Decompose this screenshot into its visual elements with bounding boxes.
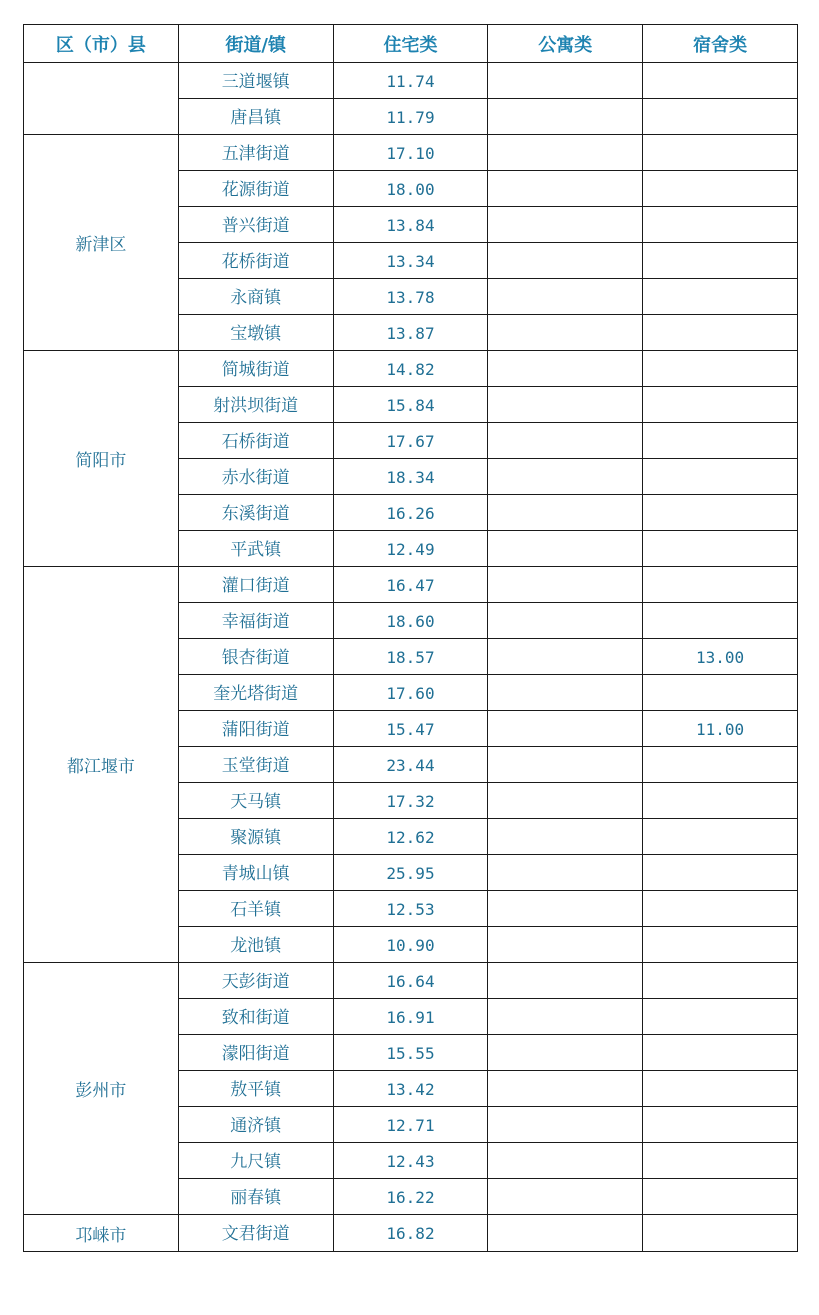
apartment-price-cell: [488, 855, 643, 891]
town-cell: 五津街道: [178, 135, 333, 171]
header-town: 街道/镇: [178, 25, 333, 63]
town-cell: 天马镇: [178, 783, 333, 819]
dorm-price-cell: [643, 1215, 798, 1252]
apartment-price-cell: [488, 351, 643, 387]
dorm-price-cell: [643, 747, 798, 783]
apartment-price-cell: [488, 747, 643, 783]
dorm-price-cell: [643, 459, 798, 495]
residential-price-cell: 16.91: [333, 999, 488, 1035]
dorm-price-cell: [643, 999, 798, 1035]
town-cell: 龙池镇: [178, 927, 333, 963]
apartment-price-cell: [488, 171, 643, 207]
town-cell: 唐昌镇: [178, 99, 333, 135]
dorm-price-cell: [643, 819, 798, 855]
table-body: [24, 63, 798, 1252]
dorm-price-cell: 13.00: [643, 639, 798, 675]
residential-price-cell: 13.78: [333, 279, 488, 315]
residential-price-cell: 10.90: [333, 927, 488, 963]
district-cell: 简阳市: [24, 351, 179, 567]
town-cell: 通济镇: [178, 1107, 333, 1143]
apartment-price-cell: [488, 711, 643, 747]
residential-price-cell: 23.44: [333, 747, 488, 783]
residential-price-cell: 17.67: [333, 423, 488, 459]
town-cell: 石桥街道: [178, 423, 333, 459]
apartment-price-cell: [488, 927, 643, 963]
town-cell: 三道堰镇: [178, 63, 333, 99]
residential-price-cell: 13.42: [333, 1071, 488, 1107]
apartment-price-cell: [488, 999, 643, 1035]
residential-price-cell: 12.49: [333, 531, 488, 567]
town-cell: 敖平镇: [178, 1071, 333, 1107]
apartment-price-cell: [488, 819, 643, 855]
dorm-price-cell: [643, 855, 798, 891]
dorm-price-cell: [643, 891, 798, 927]
apartment-price-cell: [488, 1071, 643, 1107]
residential-price-cell: 16.82: [333, 1215, 488, 1252]
apartment-price-cell: [488, 567, 643, 603]
residential-price-cell: 16.26: [333, 495, 488, 531]
apartment-price-cell: [488, 495, 643, 531]
dorm-price-cell: [643, 387, 798, 423]
residential-price-cell: 12.43: [333, 1143, 488, 1179]
residential-price-cell: 16.22: [333, 1179, 488, 1215]
dorm-price-cell: 11.00: [643, 711, 798, 747]
residential-price-cell: 17.60: [333, 675, 488, 711]
dorm-price-cell: [643, 315, 798, 351]
residential-price-cell: 16.64: [333, 963, 488, 999]
residential-price-cell: 14.82: [333, 351, 488, 387]
dorm-price-cell: [643, 675, 798, 711]
table-row: [24, 135, 798, 171]
header-row: [24, 25, 798, 63]
table-row: [24, 567, 798, 603]
town-cell: 聚源镇: [178, 819, 333, 855]
dorm-price-cell: [643, 495, 798, 531]
dorm-price-cell: [643, 603, 798, 639]
residential-price-cell: 12.71: [333, 1107, 488, 1143]
town-cell: 花源街道: [178, 171, 333, 207]
apartment-price-cell: [488, 135, 643, 171]
town-cell: 丽春镇: [178, 1179, 333, 1215]
dorm-price-cell: [643, 1107, 798, 1143]
residential-price-cell: 11.79: [333, 99, 488, 135]
apartment-price-cell: [488, 963, 643, 999]
dorm-price-cell: [643, 99, 798, 135]
dorm-price-cell: [643, 783, 798, 819]
apartment-price-cell: [488, 243, 643, 279]
town-cell: 灌口街道: [178, 567, 333, 603]
residential-price-cell: 18.00: [333, 171, 488, 207]
town-cell: 奎光塔街道: [178, 675, 333, 711]
district-cell: [24, 63, 179, 135]
dorm-price-cell: [643, 135, 798, 171]
dorm-price-cell: [643, 207, 798, 243]
apartment-price-cell: [488, 1143, 643, 1179]
residential-price-cell: 13.34: [333, 243, 488, 279]
town-cell: 幸福街道: [178, 603, 333, 639]
residential-price-cell: 16.47: [333, 567, 488, 603]
town-cell: 九尺镇: [178, 1143, 333, 1179]
residential-price-cell: 13.87: [333, 315, 488, 351]
apartment-price-cell: [488, 783, 643, 819]
town-cell: 文君街道: [178, 1215, 333, 1252]
apartment-price-cell: [488, 531, 643, 567]
dorm-price-cell: [643, 63, 798, 99]
dorm-price-cell: [643, 279, 798, 315]
residential-price-cell: 17.32: [333, 783, 488, 819]
apartment-price-cell: [488, 603, 643, 639]
table-row: [24, 63, 798, 99]
header-district: 区（市）县: [24, 25, 179, 63]
apartment-price-cell: [488, 891, 643, 927]
apartment-price-cell: [488, 1107, 643, 1143]
apartment-price-cell: [488, 1035, 643, 1071]
residential-price-cell: 11.74: [333, 63, 488, 99]
residential-price-cell: 18.57: [333, 639, 488, 675]
table-header: [24, 25, 798, 63]
residential-price-cell: 15.47: [333, 711, 488, 747]
district-cell: 新津区: [24, 135, 179, 351]
residential-price-cell: 17.10: [333, 135, 488, 171]
residential-price-cell: 18.60: [333, 603, 488, 639]
dorm-price-cell: [643, 567, 798, 603]
residential-price-cell: 18.34: [333, 459, 488, 495]
district-cell: 邛崃市: [24, 1215, 179, 1252]
apartment-price-cell: [488, 207, 643, 243]
town-cell: 玉堂街道: [178, 747, 333, 783]
town-cell: 宝墩镇: [178, 315, 333, 351]
town-cell: 天彭街道: [178, 963, 333, 999]
dorm-price-cell: [643, 243, 798, 279]
residential-price-cell: 15.84: [333, 387, 488, 423]
town-cell: 普兴街道: [178, 207, 333, 243]
apartment-price-cell: [488, 99, 643, 135]
town-cell: 永商镇: [178, 279, 333, 315]
dorm-price-cell: [643, 927, 798, 963]
apartment-price-cell: [488, 459, 643, 495]
town-cell: 射洪坝街道: [178, 387, 333, 423]
dorm-price-cell: [643, 963, 798, 999]
residential-price-cell: 15.55: [333, 1035, 488, 1071]
residential-price-cell: 12.53: [333, 891, 488, 927]
residential-price-cell: 12.62: [333, 819, 488, 855]
apartment-price-cell: [488, 639, 643, 675]
header-dorm: 宿舍类: [643, 25, 798, 63]
town-cell: 青城山镇: [178, 855, 333, 891]
table-row: [24, 963, 798, 999]
apartment-price-cell: [488, 1215, 643, 1252]
residential-price-cell: 13.84: [333, 207, 488, 243]
dorm-price-cell: [643, 1179, 798, 1215]
apartment-price-cell: [488, 387, 643, 423]
apartment-price-cell: [488, 279, 643, 315]
header-apartment: 公寓类: [488, 25, 643, 63]
dorm-price-cell: [643, 1143, 798, 1179]
town-cell: 银杏街道: [178, 639, 333, 675]
town-cell: 花桥街道: [178, 243, 333, 279]
rent-table: [23, 24, 798, 1252]
header-residential: 住宅类: [333, 25, 488, 63]
table-row: [24, 1215, 798, 1252]
apartment-price-cell: [488, 1179, 643, 1215]
apartment-price-cell: [488, 63, 643, 99]
dorm-price-cell: [643, 1035, 798, 1071]
town-cell: 简城街道: [178, 351, 333, 387]
dorm-price-cell: [643, 171, 798, 207]
table-row: [24, 351, 798, 387]
dorm-price-cell: [643, 351, 798, 387]
town-cell: 赤水街道: [178, 459, 333, 495]
town-cell: 蒲阳街道: [178, 711, 333, 747]
dorm-price-cell: [643, 1071, 798, 1107]
rent-table-container: [23, 24, 798, 1252]
dorm-price-cell: [643, 531, 798, 567]
apartment-price-cell: [488, 423, 643, 459]
apartment-price-cell: [488, 315, 643, 351]
district-cell: 都江堰市: [24, 567, 179, 963]
town-cell: 致和街道: [178, 999, 333, 1035]
town-cell: 濛阳街道: [178, 1035, 333, 1071]
town-cell: 平武镇: [178, 531, 333, 567]
town-cell: 东溪街道: [178, 495, 333, 531]
apartment-price-cell: [488, 675, 643, 711]
district-cell: 彭州市: [24, 963, 179, 1215]
dorm-price-cell: [643, 423, 798, 459]
residential-price-cell: 25.95: [333, 855, 488, 891]
town-cell: 石羊镇: [178, 891, 333, 927]
